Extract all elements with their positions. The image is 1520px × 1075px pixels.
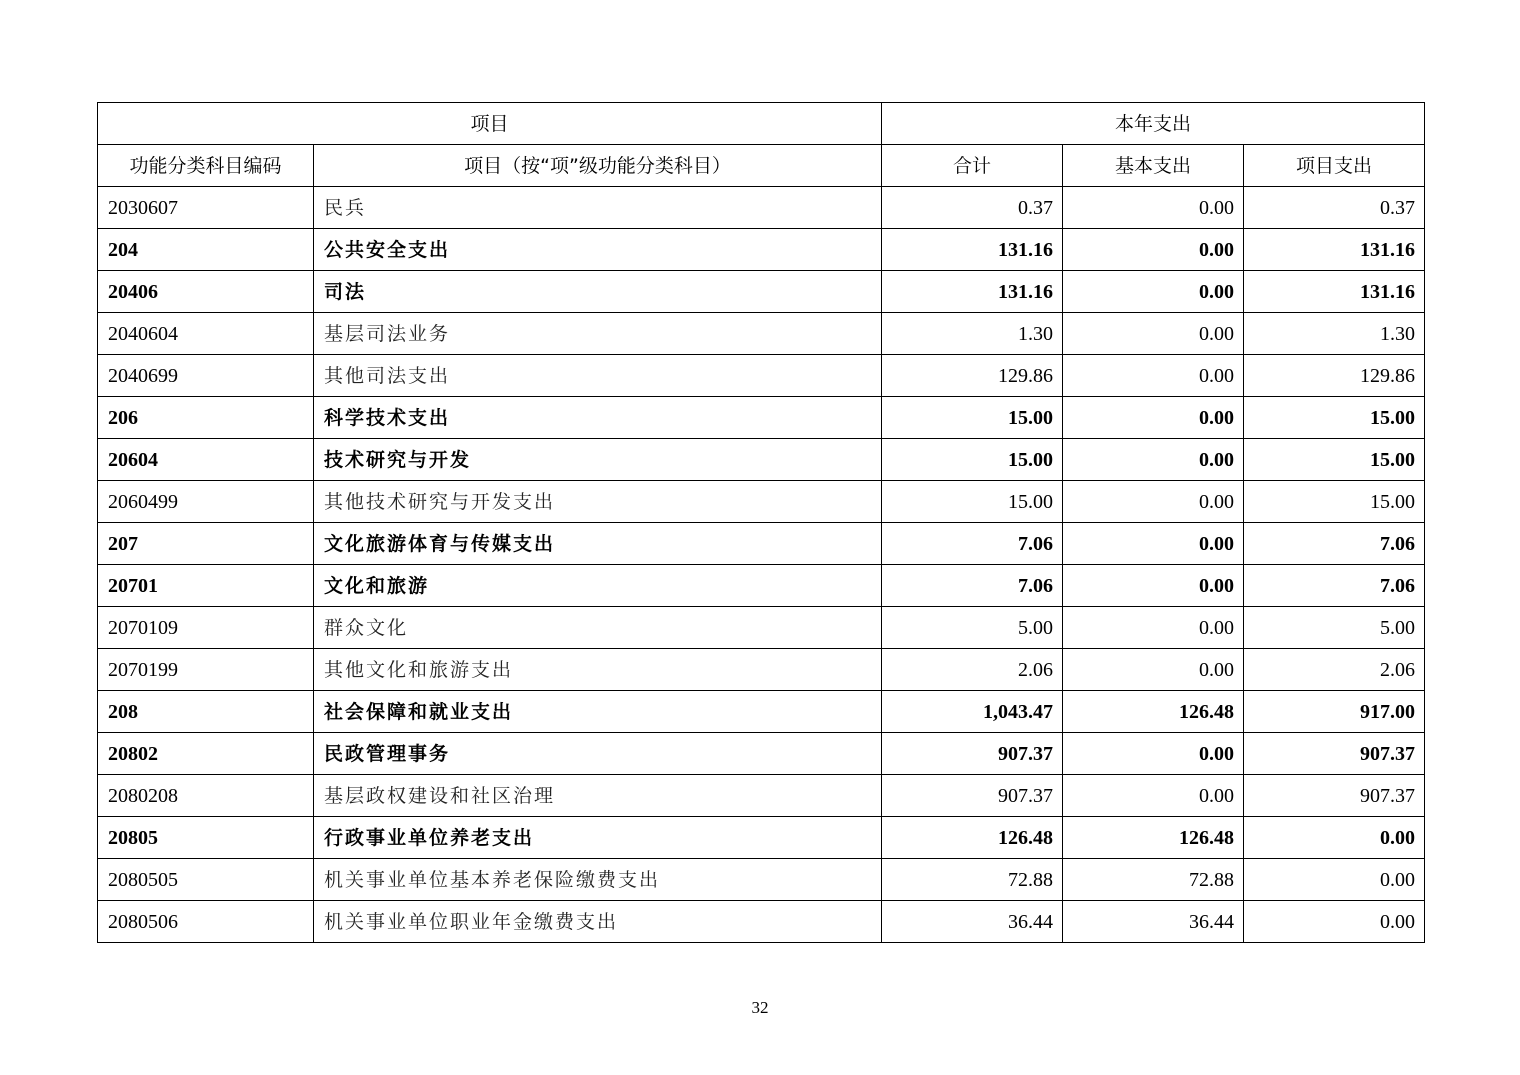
cell-basic: 0.00 xyxy=(1063,439,1244,481)
header-total: 合计 xyxy=(882,145,1063,187)
cell-code: 2060499 xyxy=(98,481,314,523)
table-row xyxy=(98,271,1425,313)
cell-project: 0.00 xyxy=(1244,859,1425,901)
cell-basic: 126.48 xyxy=(1063,691,1244,733)
cell-code: 2030607 xyxy=(98,187,314,229)
cell-total: 7.06 xyxy=(882,565,1063,607)
table-row xyxy=(98,355,1425,397)
table-body xyxy=(98,187,1425,943)
budget-table-container xyxy=(97,102,1424,943)
cell-project: 1.30 xyxy=(1244,313,1425,355)
cell-project: 7.06 xyxy=(1244,565,1425,607)
cell-name: 技术研究与开发 xyxy=(314,439,882,481)
table-row xyxy=(98,733,1425,775)
table-row xyxy=(98,187,1425,229)
cell-basic: 72.88 xyxy=(1063,859,1244,901)
cell-total: 5.00 xyxy=(882,607,1063,649)
cell-name: 机关事业单位基本养老保险缴费支出 xyxy=(314,859,882,901)
expenditure-table xyxy=(97,102,1425,943)
cell-project: 131.16 xyxy=(1244,229,1425,271)
cell-name: 民兵 xyxy=(314,187,882,229)
header-group-row xyxy=(98,103,1425,145)
cell-name: 机关事业单位职业年金缴费支出 xyxy=(314,901,882,943)
cell-name: 基层政权建设和社区治理 xyxy=(314,775,882,817)
cell-basic: 0.00 xyxy=(1063,397,1244,439)
header-group-expense: 本年支出 xyxy=(882,103,1425,145)
cell-total: 2.06 xyxy=(882,649,1063,691)
cell-basic: 0.00 xyxy=(1063,523,1244,565)
cell-name: 民政管理事务 xyxy=(314,733,882,775)
cell-code: 20604 xyxy=(98,439,314,481)
cell-project: 0.37 xyxy=(1244,187,1425,229)
cell-name: 行政事业单位养老支出 xyxy=(314,817,882,859)
cell-name: 其他文化和旅游支出 xyxy=(314,649,882,691)
cell-project: 907.37 xyxy=(1244,775,1425,817)
header-code: 功能分类科目编码 xyxy=(98,145,314,187)
cell-basic: 0.00 xyxy=(1063,481,1244,523)
table-row xyxy=(98,775,1425,817)
cell-project: 917.00 xyxy=(1244,691,1425,733)
cell-basic: 0.00 xyxy=(1063,355,1244,397)
cell-code: 20802 xyxy=(98,733,314,775)
cell-total: 7.06 xyxy=(882,523,1063,565)
cell-project: 0.00 xyxy=(1244,901,1425,943)
cell-code: 20406 xyxy=(98,271,314,313)
table-row xyxy=(98,901,1425,943)
table-row xyxy=(98,523,1425,565)
cell-basic: 0.00 xyxy=(1063,229,1244,271)
cell-name: 司法 xyxy=(314,271,882,313)
cell-total: 131.16 xyxy=(882,229,1063,271)
cell-total: 1,043.47 xyxy=(882,691,1063,733)
cell-code: 20805 xyxy=(98,817,314,859)
header-basic: 基本支出 xyxy=(1063,145,1244,187)
cell-name: 文化旅游体育与传媒支出 xyxy=(314,523,882,565)
cell-project: 15.00 xyxy=(1244,481,1425,523)
cell-name: 基层司法业务 xyxy=(314,313,882,355)
cell-project: 15.00 xyxy=(1244,397,1425,439)
cell-total: 907.37 xyxy=(882,775,1063,817)
table-row xyxy=(98,313,1425,355)
cell-basic: 0.00 xyxy=(1063,313,1244,355)
cell-code: 207 xyxy=(98,523,314,565)
cell-basic: 0.00 xyxy=(1063,187,1244,229)
table-row xyxy=(98,397,1425,439)
cell-total: 0.37 xyxy=(882,187,1063,229)
cell-total: 15.00 xyxy=(882,397,1063,439)
table-header xyxy=(98,103,1425,187)
cell-name: 其他技术研究与开发支出 xyxy=(314,481,882,523)
table-row xyxy=(98,691,1425,733)
cell-project: 0.00 xyxy=(1244,817,1425,859)
cell-code: 2070109 xyxy=(98,607,314,649)
cell-total: 129.86 xyxy=(882,355,1063,397)
cell-project: 2.06 xyxy=(1244,649,1425,691)
cell-project: 15.00 xyxy=(1244,439,1425,481)
cell-total: 15.00 xyxy=(882,439,1063,481)
cell-code: 2080208 xyxy=(98,775,314,817)
header-name: 项目（按“项”级功能分类科目） xyxy=(314,145,882,187)
cell-basic: 126.48 xyxy=(1063,817,1244,859)
cell-name: 社会保障和就业支出 xyxy=(314,691,882,733)
cell-total: 1.30 xyxy=(882,313,1063,355)
cell-total: 36.44 xyxy=(882,901,1063,943)
cell-project: 7.06 xyxy=(1244,523,1425,565)
cell-total: 72.88 xyxy=(882,859,1063,901)
cell-project: 131.16 xyxy=(1244,271,1425,313)
header-project: 项目支出 xyxy=(1244,145,1425,187)
cell-basic: 0.00 xyxy=(1063,271,1244,313)
table-row xyxy=(98,859,1425,901)
cell-code: 2080505 xyxy=(98,859,314,901)
cell-basic: 0.00 xyxy=(1063,733,1244,775)
cell-code: 208 xyxy=(98,691,314,733)
cell-code: 2040699 xyxy=(98,355,314,397)
table-row xyxy=(98,817,1425,859)
table-row xyxy=(98,607,1425,649)
table-row xyxy=(98,439,1425,481)
cell-basic: 0.00 xyxy=(1063,775,1244,817)
header-group-item: 项目 xyxy=(98,103,882,145)
table-row xyxy=(98,229,1425,271)
page-number: 32 xyxy=(751,998,769,1017)
cell-code: 20701 xyxy=(98,565,314,607)
cell-code: 2070199 xyxy=(98,649,314,691)
cell-code: 2040604 xyxy=(98,313,314,355)
cell-basic: 0.00 xyxy=(1063,649,1244,691)
cell-total: 131.16 xyxy=(882,271,1063,313)
cell-project: 907.37 xyxy=(1244,733,1425,775)
cell-name: 其他司法支出 xyxy=(314,355,882,397)
cell-project: 5.00 xyxy=(1244,607,1425,649)
cell-basic: 0.00 xyxy=(1063,565,1244,607)
cell-name: 公共安全支出 xyxy=(314,229,882,271)
cell-project: 129.86 xyxy=(1244,355,1425,397)
cell-basic: 0.00 xyxy=(1063,607,1244,649)
table-row xyxy=(98,481,1425,523)
header-column-row xyxy=(98,145,1425,187)
table-row xyxy=(98,649,1425,691)
cell-code: 2080506 xyxy=(98,901,314,943)
cell-total: 126.48 xyxy=(882,817,1063,859)
cell-total: 15.00 xyxy=(882,481,1063,523)
cell-total: 907.37 xyxy=(882,733,1063,775)
cell-name: 文化和旅游 xyxy=(314,565,882,607)
cell-name: 科学技术支出 xyxy=(314,397,882,439)
cell-code: 204 xyxy=(98,229,314,271)
cell-basic: 36.44 xyxy=(1063,901,1244,943)
cell-code: 206 xyxy=(98,397,314,439)
cell-name: 群众文化 xyxy=(314,607,882,649)
table-row xyxy=(98,565,1425,607)
